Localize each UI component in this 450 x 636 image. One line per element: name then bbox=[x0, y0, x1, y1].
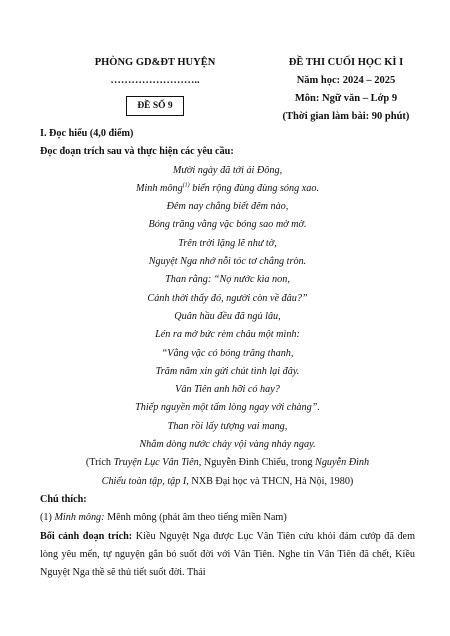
context-paragraph bbox=[40, 528, 415, 583]
citation-text: (Trích bbox=[85, 457, 114, 469]
poem-line: “Vằng vặc có bóng trăng thanh, bbox=[161, 347, 294, 359]
source-citation bbox=[40, 454, 415, 491]
section-instruction: Đọc đoạn trích sau và thực hiện các yêu cầu: bbox=[40, 146, 234, 158]
poem-line: Nhắm dòng nước chảy vội vàng nhảy ngay. bbox=[139, 439, 316, 451]
poem-line: Đêm nay chẳng biết đêm nào, bbox=[166, 201, 289, 213]
poem-line: Thiếp nguyền một tấm lòng ngay với chàng”. bbox=[135, 402, 320, 414]
poem-line bbox=[40, 180, 415, 198]
footnote-definition: Mênh mông (phát âm theo tiếng miền Nam) bbox=[104, 512, 287, 524]
poem-line-part: Minh mông bbox=[135, 182, 183, 194]
poem-line: Vân Tiên anh hỡi có hay? bbox=[175, 384, 280, 396]
exam-number-box: ĐỀ SỐ 9 bbox=[126, 96, 183, 116]
context-text: Kiều Nguyệt Nga được Lục Vân Tiên cứu khỏi đám cướp đã đem lòng yêu mến, tự nguyện gắn bó suốt đời với Vân Tiên. Nghe tin Vân Tiên đã chết, Kiều Nguyệt Nga thề sẽ thủ tiết suốt đời. Thái bbox=[40, 530, 416, 579]
citation-collection-title: Chiểu toàn tập, tập I bbox=[101, 475, 187, 487]
department-dots: …………………….. bbox=[110, 75, 200, 86]
citation-line-1 bbox=[40, 454, 415, 472]
citation-book-title: Truyện Lục Vân Tiên bbox=[113, 457, 199, 469]
time-limit: (Thời gian làm bài: 90 phút) bbox=[282, 111, 410, 122]
poem-line: Trên trời lặng lẽ như tờ, bbox=[178, 237, 277, 249]
citation-text: , NXB Đại học và THCN, Hà Nội, 1980) bbox=[186, 475, 354, 487]
footnote-1 bbox=[40, 509, 415, 527]
poem-line: Nguyệt Nga nhớ nỗi tóc tơ chẳng tròn. bbox=[148, 256, 307, 268]
poem-line: Bóng trăng vằng vặc bóng sao mờ mờ. bbox=[148, 219, 307, 231]
notes-heading: Chú thích: bbox=[40, 493, 87, 505]
subject-line: Môn: Ngữ văn – Lớp 9 bbox=[294, 93, 398, 104]
exam-title: ĐỀ THI CUỐI HỌC KÌ I bbox=[288, 57, 404, 68]
section-heading: I. Đọc hiểu (4,0 điểm) bbox=[40, 128, 134, 139]
citation-collection-title: Nguyễn Đình bbox=[315, 457, 370, 469]
citation-line-2 bbox=[40, 473, 415, 491]
citation-text: , Nguyễn Đình Chiểu, trong bbox=[198, 457, 316, 469]
footnote-term: Minh mông: bbox=[54, 512, 105, 524]
poem-line: Quân hầu đều đã ngủ lâu, bbox=[174, 310, 281, 322]
poem-line: Than rồi lấy tượng vai mang, bbox=[167, 420, 288, 432]
poem-line: Mười ngày đã tới ải Đông, bbox=[172, 164, 283, 176]
footnote-number: (1) bbox=[40, 512, 55, 524]
header-left bbox=[70, 54, 240, 116]
poem-line: Than rằng: “Nọ nước kìa non, bbox=[165, 274, 290, 286]
poem-line: Trăm năm xin gửi chút tình lại đây. bbox=[155, 365, 300, 377]
school-year: Năm học: 2024 – 2025 bbox=[296, 75, 396, 86]
poem-excerpt bbox=[40, 162, 415, 455]
poem-line-part: biển rộng đùng đùng sóng xao. bbox=[189, 182, 320, 194]
context-label: Bối cảnh đoạn trích: bbox=[40, 530, 133, 542]
poem-line: Lén ra mở bức rèm châu một mình: bbox=[155, 329, 300, 341]
poem-line: Cảnh thời thấy đó, người còn về đâu?” bbox=[147, 292, 308, 304]
header-right bbox=[262, 54, 430, 126]
footnote-marker: (1) bbox=[182, 182, 190, 189]
department-name: PHÒNG GD&ĐT HUYỆN bbox=[94, 57, 216, 68]
exam-body bbox=[40, 125, 415, 582]
